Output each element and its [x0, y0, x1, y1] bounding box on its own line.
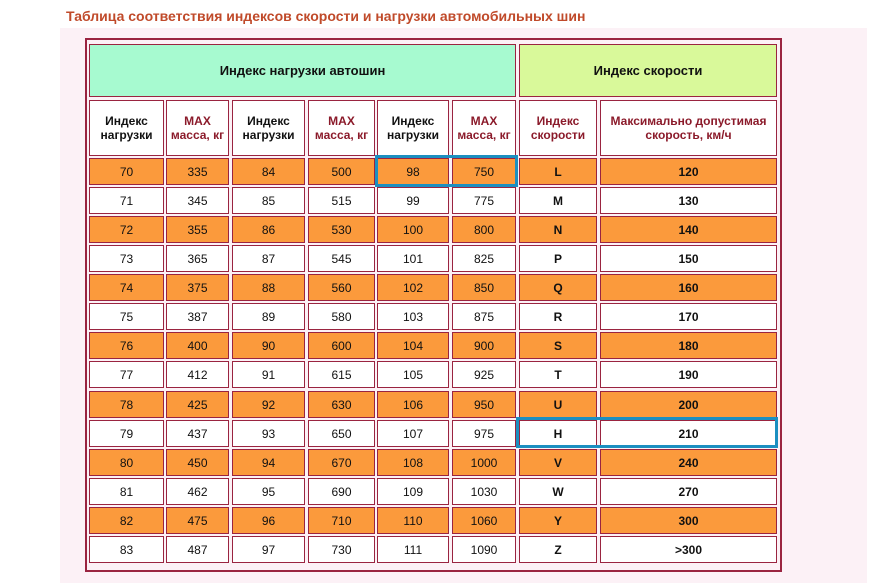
- load-index-cell: 99: [377, 187, 449, 214]
- load-index-cell: 87: [232, 245, 305, 272]
- load-index-cell: 103: [377, 303, 449, 330]
- max-speed-cell: 160: [600, 274, 777, 301]
- speed-index-cell: S: [519, 332, 597, 359]
- speed-index-cell: U: [519, 391, 597, 418]
- load-index-cell: 96: [232, 507, 305, 534]
- load-index-cell: 85: [232, 187, 305, 214]
- speed-index-cell: R: [519, 303, 597, 330]
- max-mass-cell: 487: [166, 536, 229, 563]
- load-index-cell: 91: [232, 361, 305, 388]
- load-index-cell: 104: [377, 332, 449, 359]
- max-mass-cell: 345: [166, 187, 229, 214]
- max-mass-cell: 580: [308, 303, 375, 330]
- max-mass-cell: 875: [452, 303, 516, 330]
- max-mass-cell: 1030: [452, 478, 516, 505]
- load-index-cell: 92: [232, 391, 305, 418]
- load-index-header: Индекс нагрузки: [377, 100, 449, 156]
- max-mass-cell: 400: [166, 332, 229, 359]
- speed-index-cell: Y: [519, 507, 597, 534]
- max-mass-cell: 670: [308, 449, 375, 476]
- load-index-cell: 111: [377, 536, 449, 563]
- max-speed-cell: 190: [600, 361, 777, 388]
- max-mass-cell: 615: [308, 361, 375, 388]
- max-mass-header: MAX масса, кг: [308, 100, 375, 156]
- max-mass-cell: 530: [308, 216, 375, 243]
- load-index-cell: 109: [377, 478, 449, 505]
- max-mass-cell: 710: [308, 507, 375, 534]
- load-index-cell: 100: [377, 216, 449, 243]
- load-index-cell: 78: [89, 391, 164, 418]
- load-index-cell: 75: [89, 303, 164, 330]
- load-index-cell: 80: [89, 449, 164, 476]
- load-index-cell: 97: [232, 536, 305, 563]
- max-mass-cell: 975: [452, 420, 516, 447]
- load-index-cell: 70: [89, 158, 164, 185]
- load-index-cell: 98: [377, 158, 449, 185]
- load-index-cell: 81: [89, 478, 164, 505]
- speed-index-cell: V: [519, 449, 597, 476]
- load-index-cell: 73: [89, 245, 164, 272]
- max-mass-cell: 375: [166, 274, 229, 301]
- max-mass-cell: 775: [452, 187, 516, 214]
- max-mass-cell: 515: [308, 187, 375, 214]
- max-mass-cell: 425: [166, 391, 229, 418]
- load-index-cell: 72: [89, 216, 164, 243]
- load-index-cell: 83: [89, 536, 164, 563]
- max-speed-cell: 200: [600, 391, 777, 418]
- max-mass-cell: 630: [308, 391, 375, 418]
- max-speed-cell: >300: [600, 536, 777, 563]
- speed-index-cell: L: [519, 158, 597, 185]
- max-speed-cell: 120: [600, 158, 777, 185]
- max-mass-cell: 500: [308, 158, 375, 185]
- speed-index-header: Индекс скорости: [519, 100, 597, 156]
- load-index-cell: 105: [377, 361, 449, 388]
- max-speed-cell: 140: [600, 216, 777, 243]
- max-mass-cell: 335: [166, 158, 229, 185]
- max-mass-cell: 355: [166, 216, 229, 243]
- speed-index-cell: T: [519, 361, 597, 388]
- max-mass-cell: 545: [308, 245, 375, 272]
- max-speed-cell: 210: [600, 420, 777, 447]
- max-mass-cell: 450: [166, 449, 229, 476]
- max-speed-cell: 150: [600, 245, 777, 272]
- load-index-cell: 90: [232, 332, 305, 359]
- max-mass-cell: 900: [452, 332, 516, 359]
- max-speed-cell: 240: [600, 449, 777, 476]
- load-index-cell: 71: [89, 187, 164, 214]
- max-mass-cell: 387: [166, 303, 229, 330]
- max-mass-cell: 1060: [452, 507, 516, 534]
- speed-index-cell: Q: [519, 274, 597, 301]
- max-mass-cell: 750: [452, 158, 516, 185]
- max-speed-cell: 170: [600, 303, 777, 330]
- load-index-cell: 79: [89, 420, 164, 447]
- load-index-cell: 93: [232, 420, 305, 447]
- load-index-cell: 76: [89, 332, 164, 359]
- load-index-cell: 106: [377, 391, 449, 418]
- max-mass-cell: 950: [452, 391, 516, 418]
- load-index-cell: 89: [232, 303, 305, 330]
- load-index-cell: 84: [232, 158, 305, 185]
- max-mass-cell: 437: [166, 420, 229, 447]
- load-index-cell: 86: [232, 216, 305, 243]
- speed-index-cell: M: [519, 187, 597, 214]
- load-index-cell: 107: [377, 420, 449, 447]
- max-speed-cell: 300: [600, 507, 777, 534]
- speed-index-cell: H: [519, 420, 597, 447]
- max-mass-cell: 560: [308, 274, 375, 301]
- max-mass-cell: 475: [166, 507, 229, 534]
- max-mass-cell: 730: [308, 536, 375, 563]
- max-mass-cell: 462: [166, 478, 229, 505]
- load-index-header: Индекс нагрузки: [232, 100, 305, 156]
- max-mass-cell: 1090: [452, 536, 516, 563]
- load-index-cell: 108: [377, 449, 449, 476]
- max-speed-cell: 130: [600, 187, 777, 214]
- speed-group-header: Индекс скорости: [519, 44, 777, 97]
- speed-index-cell: Z: [519, 536, 597, 563]
- load-index-cell: 101: [377, 245, 449, 272]
- speed-index-cell: P: [519, 245, 597, 272]
- max-mass-header: MAX масса, кг: [452, 100, 516, 156]
- max-mass-cell: 600: [308, 332, 375, 359]
- max-mass-cell: 412: [166, 361, 229, 388]
- max-mass-cell: 825: [452, 245, 516, 272]
- max-speed-header: Максимально допустимая скорость, км/ч: [600, 100, 777, 156]
- max-mass-cell: 690: [308, 478, 375, 505]
- load-index-header: Индекс нагрузки: [89, 100, 164, 156]
- load-group-header: Индекс нагрузки автошин: [89, 44, 516, 97]
- load-index-cell: 77: [89, 361, 164, 388]
- max-mass-cell: 650: [308, 420, 375, 447]
- max-speed-cell: 180: [600, 332, 777, 359]
- speed-index-cell: W: [519, 478, 597, 505]
- speed-index-cell: N: [519, 216, 597, 243]
- load-index-cell: 82: [89, 507, 164, 534]
- load-index-cell: 110: [377, 507, 449, 534]
- max-mass-cell: 925: [452, 361, 516, 388]
- max-mass-cell: 850: [452, 274, 516, 301]
- max-mass-header: MAX масса, кг: [166, 100, 229, 156]
- page-title: Таблица соответствия индексов скорости и нагрузки автомобильных шин: [66, 8, 586, 24]
- max-mass-cell: 1000: [452, 449, 516, 476]
- max-mass-cell: 365: [166, 245, 229, 272]
- load-index-cell: 88: [232, 274, 305, 301]
- max-mass-cell: 800: [452, 216, 516, 243]
- load-index-cell: 94: [232, 449, 305, 476]
- load-index-cell: 95: [232, 478, 305, 505]
- load-index-cell: 74: [89, 274, 164, 301]
- load-index-cell: 102: [377, 274, 449, 301]
- max-speed-cell: 270: [600, 478, 777, 505]
